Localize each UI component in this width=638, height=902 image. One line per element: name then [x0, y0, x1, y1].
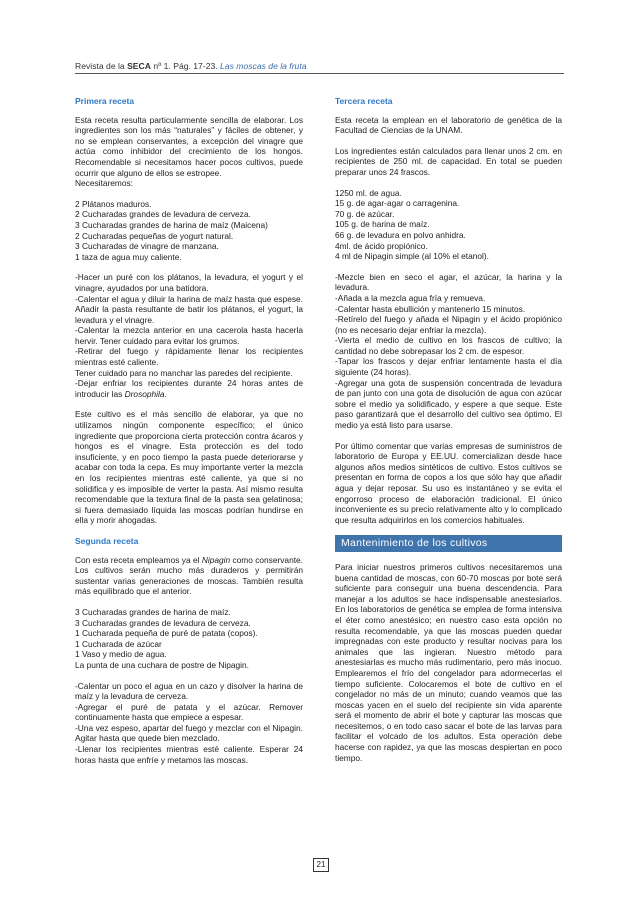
right-column	[335, 96, 562, 773]
tercera-intro: Esta receta la emplean en el laboratorio de genética de la Facultad de Ciencias de la UNAM.	[335, 114, 562, 136]
step: -Calentar la mezcla anterior en una cacerola hasta hacerla hervir. Tener cuidado para evitar los grumos.	[75, 325, 303, 346]
intro-text: Con esta receta empleamos ya el	[75, 554, 202, 565]
step-text: -Dejar enfriar los recipientes durante 24 horas antes de introducir las	[75, 378, 303, 399]
step: -Tapar los frascos y dejar enfriar lentamente hasta el día siguiente (24 horas).	[335, 356, 562, 378]
primera-steps	[75, 272, 303, 399]
header-journal: SECA	[127, 61, 151, 71]
list-item: La punta de una cuchara de postre de Nipagin.	[75, 659, 249, 670]
primera-intro: Esta receta resulta particularmente sencilla de elaborar. Los ingredientes son los más “naturales” y fáciles de obtener, y no se emplean conservantes, a excepción del vinagre que actúa como inhibidor del crecimiento de los hongos. Recomendable si necesitamos hacer pocos cultivos, puede ocurrir que alguno de ellos se estropee.	[75, 114, 303, 178]
step: -Llenar los recipientes mientras esté caliente. Esperar 24 horas hasta que enfríe y metamos las moscas.	[75, 744, 303, 765]
nipagin-term: Nipagin	[201, 554, 231, 565]
list-item: 3 Cucharadas grandes de levadura de cerveza.	[75, 617, 251, 628]
section-title-primera: Primera receta	[75, 96, 135, 106]
section-title-tercera: Tercera receta	[335, 96, 393, 106]
mantenimiento-text: Para iniciar nuestros primeros cultivos necesitaremos una buena cantidad de moscas, con 60-70 moscas por bote será suficiente para conseguir una buena descendencia. Para manejar a los adultos se hace indispensable anestesiarlos. En los laboratorios de genética se emplea de forma intensiva el éter como anestésico; en nuestro caso esta opción no resulta recomendable, ya que las moscas pueden quedar impregnadas con este producto y resultar nocivas para los animales que las ingieran. Nuestro método para anestesiarlas es mucho más rudimentario, pero más inocuo. Emplearemos el frío del congelador para adormecerlas el tiempo suficiente. Colocaremos el bote de cultivo en el congelador no más de un minuto; cuando veamos que las moscas yacen en el suelo del recipiente sin vida aparente será el momento de abrir el bote y capturar las moscas que necesitemos, o en todo caso sacar el bote de las larvas para facilitar el volcado de los adultos. Esta operación debe hacerse con rapidez, ya que las moscas despiertan en poco tiempo.	[335, 561, 562, 763]
segunda-steps	[75, 681, 303, 766]
step: -Calentar un poco el agua en un cazo y disolver la harina de maíz y la levadura de cerveza.	[75, 680, 303, 702]
list-item: 3 Cucharadas grandes de harina de maíz (Maicena)	[75, 219, 268, 230]
tercera-steps	[335, 272, 562, 431]
header-prefix: Revista de la	[75, 61, 128, 71]
necesitaremos: Necesitaremos:	[75, 178, 133, 189]
list-item: 2 Cucharadas grandes de levadura de cerveza.	[75, 209, 251, 220]
list-item: 2 Cucharadas pequeñas de yogurt natural.	[75, 230, 234, 241]
step	[75, 378, 303, 399]
section-title-segunda: Segunda receta	[75, 535, 139, 546]
left-column	[75, 96, 303, 775]
list-item: 3 Cucharadas grandes de harina de maíz.	[75, 606, 231, 617]
list-item: 15 g. de agar-agar o carragenina.	[335, 198, 460, 209]
step: -Calentar el agua y diluir la harina de maíz hasta que espese. Añadir la pasta resultante de batir los plátanos, el yogurt, la levadura y el vinagre.	[75, 293, 303, 325]
step: Tener cuidado para no manchar las paredes del recipiente.	[75, 367, 293, 378]
step: -Añada a la mezcla agua fría y remueva.	[335, 292, 486, 303]
list-item: 3 Cucharadas de vinagre de manzana.	[75, 241, 219, 252]
list-item: 1250 ml. de agua.	[335, 187, 402, 198]
list-item: 66 g. de levadura en polvo anhidra.	[335, 229, 466, 240]
page-number: 21	[313, 858, 329, 872]
step: -Vierta el medio de cultivo en los frascos de cultivo; la cantidad no debe sobrepasar los 2 cm. de espesor.	[335, 335, 562, 356]
segunda-ingredients	[75, 607, 303, 671]
step: -Agregar una gota de suspensión concentrada de levadura de pan junto con una gota de disolución de agua con azúcar sobre el medio ya solidificado, y espere a que seque. Este paso garantizará que el desarrollo del cultivo sea óptimo. El medio ya está listo para usarse.	[335, 377, 562, 431]
tercera-ingredients	[335, 188, 562, 262]
header-article: Las moscas de la fruta	[220, 61, 307, 71]
intro-text: como conservante. Los cultivos serán mucho más duraderos y permitirán sustentar varias generaciones de moscas. También resulta más equilibrado que el anterior.	[75, 554, 303, 597]
step: -Una vez espeso, apartar del fuego y mezclar con el Nipagin. Agitar hasta que quede bien mezclado.	[75, 722, 303, 744]
period: .	[164, 388, 167, 399]
list-item: 70 g. de azúcar.	[335, 208, 395, 219]
primera-ingredients	[75, 199, 303, 263]
step: -Calentar hasta ebullición y mantenerlo 15 minutos.	[335, 303, 526, 314]
list-item: 1 Cucharada de azúcar	[75, 638, 162, 649]
section-banner-mantenimiento: Mantenimiento de los cultivos	[335, 535, 562, 552]
list-item: 1 taza de agua muy caliente.	[75, 251, 182, 262]
running-header	[75, 61, 564, 74]
list-item: 105 g. de harina de maíz.	[335, 219, 430, 230]
list-item: 4 ml de Nipagin simple (al 10% el etanol).	[335, 251, 489, 262]
list-item: 1 Vaso y medio de agua.	[75, 649, 167, 660]
primera-outro: Este cultivo es el más sencillo de elaborar, ya que no utilizamos ningún componente específico; el único ingrediente que proporciona cierta protección contra ácaros y hongos es el vinagre. Esta protección es del todo insuficiente, y en poco tiempo la pasta puede deteriorarse y acabar con toda la cepa. Es muy importante verter la mezcla en los recipientes mientras esté caliente, ya que si no solidifica y es imposible de verter la pasta. Así mismo resulta recomendable que la textura final de la pasta sea gelatinosa; si fuera demasiado líquida las moscas podrían hundirse en ella y morir ahogadas.	[75, 409, 303, 526]
step: -Mezcle bien en seco el agar, el azúcar, la harina y la levadura.	[335, 271, 562, 293]
list-item: 4ml. de ácido propiónico.	[335, 240, 428, 251]
header-issue: nº 1. Pág. 17-23.	[150, 61, 221, 71]
step: -Hacer un puré con los plátanos, la levadura, el yogurt y el vinagre, ayudados por una batidora.	[75, 272, 303, 293]
step: -Retírelo del fuego y añada el Nipagin y el ácido propiónico (no es necesario dejar enfriar la mezcla).	[335, 314, 562, 335]
list-item: 2 Plátanos maduros.	[75, 198, 152, 209]
list-item: 1 Cucharada pequeña de puré de patata (copos).	[75, 628, 258, 639]
segunda-intro	[75, 555, 303, 597]
tercera-info: Los ingredientes están calculados para llenar unos 2 cm. en recipientes de 250 ml. de capacidad. En total se pueden preparar unos 24 frascos.	[335, 145, 562, 177]
step: -Agregar el puré de patata y el azúcar. Remover continuamente hasta que empiece a espesar.	[75, 701, 303, 723]
tercera-outro: Por último comentar que varias empresas de suministros de laboratorio de Europa y EE.UU. comercializan desde hace algunos años medios sintéticos de cultivo. Estos cultivos se presentan en forma de copos a los que sólo hay que añadir agua y dejar reposar. Su uso es instantáneo y se evita el engorroso proceso de elaboración tradicional. El único inconveniente es su precio relativamente alto y lo complicado que resulta adquirirlos en los comercios habituales.	[335, 440, 562, 525]
step: -Retirar del fuego y rápidamente llenar los recipientes mientras esté caliente.	[75, 346, 303, 368]
species-name: Drosophila	[124, 388, 165, 399]
